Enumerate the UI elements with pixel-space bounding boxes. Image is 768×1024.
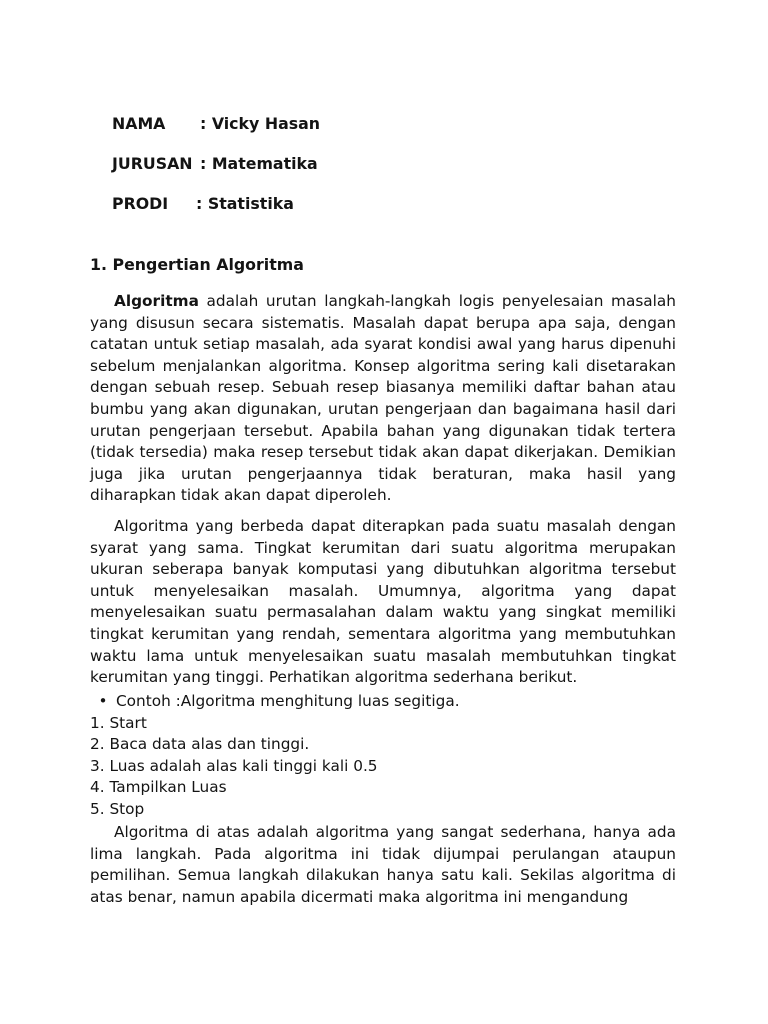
paragraph-1-term: Algoritma: [114, 292, 199, 310]
example-intro-row: [90, 691, 460, 713]
nama-value: : Vicky Hasan: [200, 114, 321, 133]
prodi-value: : Statistika: [196, 194, 294, 213]
nama-label: NAMA: [112, 114, 166, 133]
list-item: 4. Tampilkan Luas: [90, 778, 227, 797]
list-item: 2. Baca data alas dan tinggi.: [90, 735, 310, 754]
paragraph-3: [90, 822, 676, 908]
paragraph-3-text: Algoritma di atas adalah algoritma yang sangat sederhana, hanya ada lima langkah. Pada algoritma ini tidak dijumpai perulangan ataupun pemilihan. Semua langkah dilakukan hanya satu kali. Sekilas algoritma di atas benar, namun apabila dicermati maka algoritma ini mengandung: [90, 823, 676, 906]
paragraph-1-text: adalah urutan langkah-langkah logis penyelesaian masalah yang disusun secara sistematis. Masalah dapat berupa apa saja, dengan catatan untuk setiap masalah, ada syarat kondisi awal yang harus dipenuhi sebelum menjalankan algoritma. Konsep algoritma sering kali disetarakan dengan sebuah resep. Sebuah resep biasanya memiliki daftar bahan atau bumbu yang akan digunakan, urutan pengerjaan dan bagaimana hasil dari urutan pengerjaan tersebut. Apabila bahan yang digunakan tidak tertera (tidak tersedia) maka resep tersebut tidak akan dapat dikerjakan. Demikian juga jika urutan pengerjaannya tidak beraturan, maka hasil yang diharapkan tidak akan dapat diperoleh.: [90, 292, 676, 505]
example-list: [90, 691, 460, 821]
prodi-line: [90, 175, 294, 232]
paragraph-2-text: Algoritma yang berbeda dapat diterapkan pada suatu masalah dengan syarat yang sama. Tingkat kerumitan dari suatu algoritma merupakan ukuran seberapa banyak komputasi yang dibutuhkan algoritma tersebut untuk menyelesaikan masalah. Umumnya, algoritma yang dapat menyelesaikan suatu permasalahan dalam waktu yang singkat memiliki tingkat kerumitan yang rendah, sementara algoritma yang membutuhkan waktu lama untuk menyelesaikan suatu masalah membutuhkan tingkat kerumitan yang tinggi. Perhatikan algoritma sederhana berikut.: [90, 517, 676, 687]
list-item: 3. Luas adalah alas kali tinggi kali 0.5: [90, 756, 378, 775]
example-intro: Contoh :Algoritma menghitung luas segitiga.: [116, 692, 460, 710]
section-title: 1. Pengertian Algoritma: [90, 255, 304, 274]
bullet-icon: •: [98, 692, 108, 710]
list-item: 1. Start: [90, 713, 147, 732]
prodi-label: PRODI: [112, 194, 169, 213]
paragraph-2: [90, 516, 676, 689]
paragraph-1: [90, 291, 676, 507]
list-item: 5. Stop: [90, 799, 145, 818]
jurusan-value: : Matematika: [200, 154, 318, 173]
jurusan-label: JURUSAN: [112, 154, 193, 173]
